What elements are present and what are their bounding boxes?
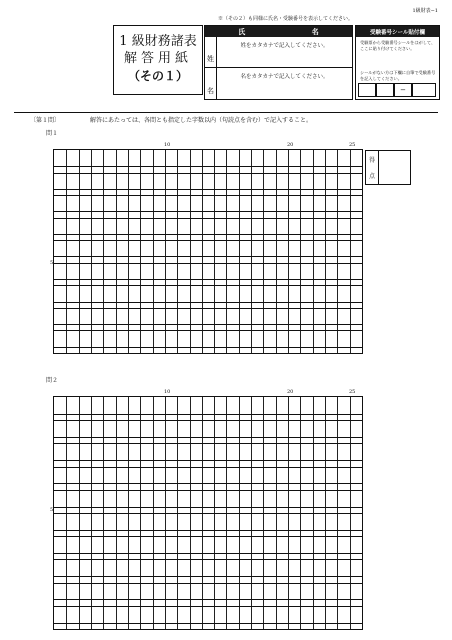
seal-note-2: シールがない方は下欄に自筆で受験番号を記入してください。 bbox=[360, 70, 436, 82]
exam-number-cell-2[interactable] bbox=[376, 83, 394, 97]
q1-colmark-10: 10 bbox=[164, 142, 171, 148]
grid-column-line bbox=[251, 150, 252, 353]
dash-text: − bbox=[400, 86, 406, 94]
grid-column-line bbox=[140, 150, 141, 353]
q2-colmark-20: 20 bbox=[287, 389, 294, 395]
grid-row-inner-line bbox=[54, 166, 362, 167]
mei-label-text: 名 bbox=[207, 87, 214, 95]
grid-row-line bbox=[54, 330, 362, 331]
grid-column-line bbox=[300, 150, 301, 353]
score-box bbox=[365, 150, 411, 185]
grid-column-line bbox=[239, 150, 240, 353]
grid-row-inner-line bbox=[54, 324, 362, 325]
grid-column-line bbox=[165, 150, 166, 353]
name-box bbox=[204, 25, 353, 100]
grid-column-line bbox=[79, 150, 80, 353]
sei-label bbox=[205, 37, 217, 68]
grid-row-inner-line bbox=[54, 460, 362, 461]
title-box bbox=[113, 25, 203, 95]
grid-column-line bbox=[350, 150, 351, 353]
score-label-bottom: 点 bbox=[368, 173, 375, 181]
grid-row-inner-line bbox=[54, 234, 362, 235]
grid-column-line bbox=[190, 150, 191, 353]
grid-column-line bbox=[226, 150, 227, 353]
seal-header: 受験番号シール貼付欄 bbox=[356, 26, 439, 37]
q1-colmark-25: 25 bbox=[349, 142, 356, 148]
grid-row-line bbox=[54, 263, 362, 264]
grid-row-inner-line bbox=[54, 599, 362, 600]
q1-colmark-20: 20 bbox=[287, 142, 294, 148]
q2-colmark-10: 10 bbox=[164, 389, 171, 395]
grid-column-line bbox=[66, 150, 67, 353]
grid-row-inner-line bbox=[54, 347, 362, 348]
grid-column-line bbox=[153, 150, 154, 353]
grid-column-line bbox=[214, 150, 215, 353]
sei-hint: 姓をカタカナで記入してください。 bbox=[240, 43, 329, 49]
grid-column-line bbox=[325, 150, 326, 353]
grid-column-line bbox=[91, 150, 92, 353]
name-header-left: 氏 bbox=[238, 27, 246, 36]
sei-field[interactable] bbox=[217, 37, 352, 68]
mei-label bbox=[205, 68, 217, 99]
page-id: 1級財表−1 bbox=[412, 8, 438, 14]
question-heading: 〔第１問〕 bbox=[30, 117, 61, 124]
grid-row-inner-line bbox=[54, 483, 362, 484]
grid-row-inner-line bbox=[54, 414, 362, 415]
grid-row-inner-line bbox=[54, 576, 362, 577]
grid-row-inner-line bbox=[54, 553, 362, 554]
q2-label: 問２ bbox=[46, 377, 59, 384]
title-line-3: （その１） bbox=[127, 69, 188, 83]
grid-row-inner-line bbox=[54, 211, 362, 212]
grid-row-inner-line bbox=[54, 189, 362, 190]
grid-column-line bbox=[103, 150, 104, 353]
q2-rowmark-5: 5 bbox=[50, 507, 54, 513]
q1-rowmark-5: 5 bbox=[50, 260, 54, 266]
grid-column-line bbox=[337, 150, 338, 353]
top-note: ※（その２）も同様に氏名・受験番号を表示してください。 bbox=[218, 16, 354, 22]
score-label-top: 得 bbox=[368, 156, 375, 164]
mei-field[interactable] bbox=[217, 68, 352, 99]
grid-row-inner-line bbox=[54, 530, 362, 531]
section-divider bbox=[14, 112, 438, 113]
grid-column-line bbox=[313, 150, 314, 353]
q2-answer-grid[interactable] bbox=[53, 396, 363, 630]
score-value-field[interactable] bbox=[378, 151, 410, 184]
grid-row-line bbox=[54, 490, 362, 491]
grid-row-inner-line bbox=[54, 507, 362, 508]
grid-column-line bbox=[202, 150, 203, 353]
grid-row-inner-line bbox=[54, 279, 362, 280]
grid-row-line bbox=[54, 285, 362, 286]
grid-row-line bbox=[54, 195, 362, 196]
grid-row-line bbox=[54, 443, 362, 444]
mei-hint: 名をカタカナで記入してください。 bbox=[240, 74, 329, 80]
grid-row-line bbox=[54, 420, 362, 421]
grid-row-line bbox=[54, 240, 362, 241]
grid-column-line bbox=[263, 150, 264, 353]
grid-column-line bbox=[288, 150, 289, 353]
grid-row-inner-line bbox=[54, 623, 362, 624]
grid-row-line bbox=[54, 536, 362, 537]
q1-label: 問１ bbox=[46, 130, 59, 137]
q2-colmark-25: 25 bbox=[349, 389, 356, 395]
grid-row-line bbox=[54, 513, 362, 514]
exam-number-dash bbox=[394, 83, 412, 97]
grid-column-line bbox=[276, 150, 277, 353]
title-line-1: 1 級財務諸表 bbox=[119, 34, 197, 49]
grid-row-inner-line bbox=[54, 437, 362, 438]
seal-note-1: 受験票から受験番号シールをはがして、ここに貼り付けてください。 bbox=[360, 40, 436, 52]
grid-column-line bbox=[177, 150, 178, 353]
title-line-2: 解答用紙 bbox=[123, 51, 192, 66]
question-instruction: 解答にあたっては、各問とも指定した字数以内（句読点を含む）で記入すること。 bbox=[90, 117, 313, 124]
sei-label-text: 姓 bbox=[207, 55, 214, 63]
grid-row-inner-line bbox=[54, 256, 362, 257]
grid-column-line bbox=[128, 150, 129, 353]
grid-row-line bbox=[54, 583, 362, 584]
grid-row-inner-line bbox=[54, 302, 362, 303]
grid-row-line bbox=[54, 606, 362, 607]
grid-row-line bbox=[54, 467, 362, 468]
name-header-right: 名 bbox=[311, 27, 319, 36]
grid-row-line bbox=[54, 218, 362, 219]
grid-row-line bbox=[54, 173, 362, 174]
name-header bbox=[205, 26, 352, 37]
grid-column-line bbox=[116, 150, 117, 353]
exam-number-cell-3[interactable] bbox=[412, 83, 436, 97]
grid-row-line bbox=[54, 308, 362, 309]
q1-answer-grid[interactable] bbox=[53, 149, 363, 354]
grid-row-line bbox=[54, 559, 362, 560]
exam-number-cell-1[interactable] bbox=[358, 83, 376, 97]
